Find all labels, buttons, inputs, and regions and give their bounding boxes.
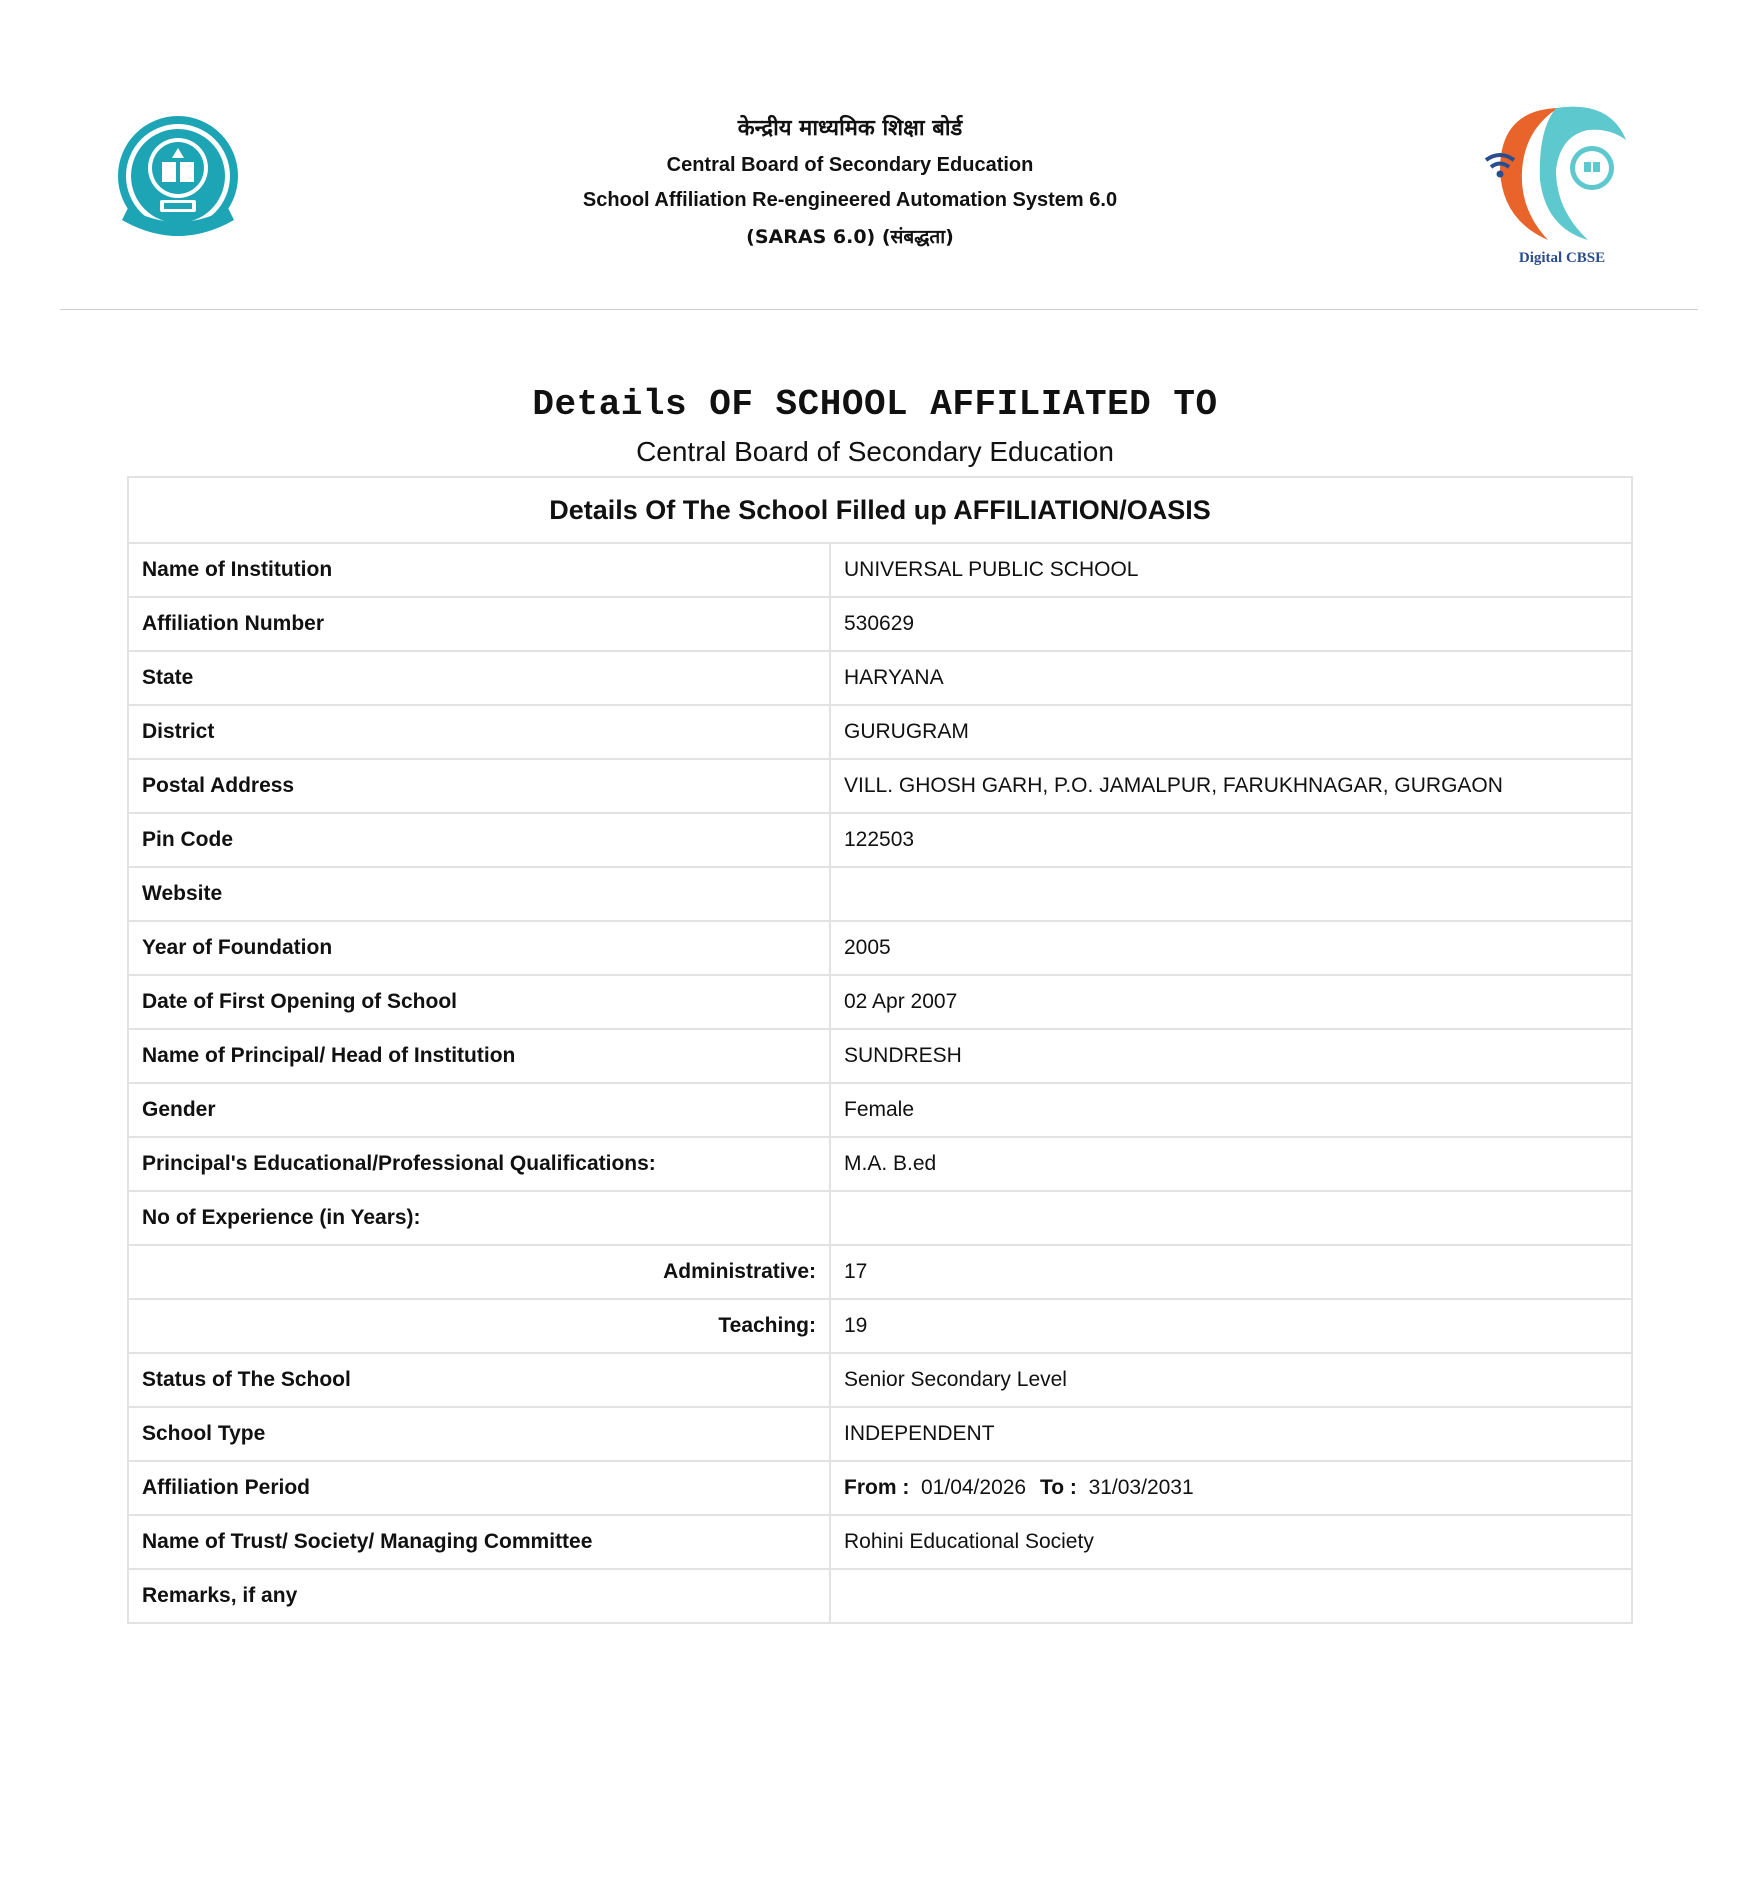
table-row <box>128 705 1632 759</box>
row-value: 17 <box>830 1245 1632 1299</box>
row-label: Website <box>128 867 830 921</box>
document-header <box>0 0 1750 310</box>
system-short-name: (SARAS 6.0) (संबद्धता) <box>746 226 954 248</box>
table-row <box>128 651 1632 705</box>
table-row <box>128 1461 1632 1515</box>
row-label: Remarks, if any <box>128 1569 830 1623</box>
table-row <box>128 543 1632 597</box>
row-label: Pin Code <box>128 813 830 867</box>
row-value: Senior Secondary Level <box>830 1353 1632 1407</box>
row-value: 530629 <box>830 597 1632 651</box>
row-value: 19 <box>830 1299 1632 1353</box>
board-name: Central Board of Secondary Education <box>666 154 1034 176</box>
table-row <box>128 975 1632 1029</box>
system-name: School Affiliation Re-engineered Automation System 6.0 <box>582 189 1118 211</box>
row-value <box>830 1191 1632 1245</box>
row-value: 02 Apr 2007 <box>830 975 1632 1029</box>
table-row <box>128 1569 1632 1623</box>
row-value: UNIVERSAL PUBLIC SCHOOL <box>830 543 1632 597</box>
row-label: School Type <box>128 1407 830 1461</box>
row-label: Affiliation Period <box>128 1461 830 1515</box>
table-row <box>128 813 1632 867</box>
table-row <box>128 759 1632 813</box>
row-label: Gender <box>128 1083 830 1137</box>
row-value: M.A. B.ed <box>830 1137 1632 1191</box>
table-row <box>128 597 1632 651</box>
row-label: State <box>128 651 830 705</box>
row-label: No of Experience (in Years): <box>128 1191 830 1245</box>
table-caption: Details Of The School Filled up AFFILIATION/OASIS <box>128 477 1632 543</box>
table-row <box>128 1515 1632 1569</box>
row-value: Female <box>830 1083 1632 1137</box>
table-row <box>128 921 1632 975</box>
table-row <box>128 1245 1632 1299</box>
table-row <box>128 1353 1632 1407</box>
row-value: SUNDRESH <box>830 1029 1632 1083</box>
row-value: HARYANA <box>830 651 1632 705</box>
row-label: Name of Trust/ Society/ Managing Committee <box>128 1515 830 1569</box>
table-row <box>128 867 1632 921</box>
table-row <box>128 1083 1632 1137</box>
period-to-label: To : <box>1039 1476 1077 1499</box>
row-value: 122503 <box>830 813 1632 867</box>
row-value: 2005 <box>830 921 1632 975</box>
row-label: Year of Foundation <box>128 921 830 975</box>
row-label: Status of The School <box>128 1353 830 1407</box>
table-row <box>128 1029 1632 1083</box>
row-value: VILL. GHOSH GARH, P.O. JAMALPUR, FARUKHNAGAR, GURGAON <box>830 759 1632 813</box>
row-label: Teaching: <box>128 1299 830 1353</box>
row-label: Postal Address <box>128 759 830 813</box>
table-row <box>128 1137 1632 1191</box>
table-caption-row <box>128 477 1632 543</box>
table-row <box>128 1191 1632 1245</box>
cbse-emblem-icon <box>112 112 244 260</box>
period-from-label: From : <box>844 1476 910 1499</box>
hindi-board-name: केन्द्रीय माध्यमिक शिक्षा बोर्ड <box>737 116 963 141</box>
row-value: INDEPENDENT <box>830 1407 1632 1461</box>
header-divider <box>60 309 1698 310</box>
table-row <box>128 1299 1632 1353</box>
page-subtitle: Central Board of Secondary Education <box>636 436 1114 467</box>
period-from-date: 01/04/2026 <box>921 1476 1027 1499</box>
row-label: Administrative: <box>128 1245 830 1299</box>
row-label: Principal's Educational/Professional Qualifications: <box>128 1137 830 1191</box>
row-value: GURUGRAM <box>830 705 1632 759</box>
period-to-date: 31/03/2031 <box>1088 1476 1194 1499</box>
row-label: District <box>128 705 830 759</box>
row-label: Name of Principal/ Head of Institution <box>128 1029 830 1083</box>
row-label: Date of First Opening of School <box>128 975 830 1029</box>
row-label: Name of Institution <box>128 543 830 597</box>
school-details-table <box>127 476 1633 1624</box>
row-value <box>830 1569 1632 1623</box>
row-value <box>830 867 1632 921</box>
affiliation-period-value <box>830 1461 1632 1515</box>
row-value: Rohini Educational Society <box>830 1515 1632 1569</box>
digital-cbse-logo-text: Digital CBSE <box>1518 250 1606 266</box>
table-row <box>128 1407 1632 1461</box>
digital-cbse-logo-icon <box>1460 100 1635 275</box>
row-label: Affiliation Number <box>128 597 830 651</box>
page-title: Details OF SCHOOL AFFILIATED TO <box>532 384 1218 425</box>
